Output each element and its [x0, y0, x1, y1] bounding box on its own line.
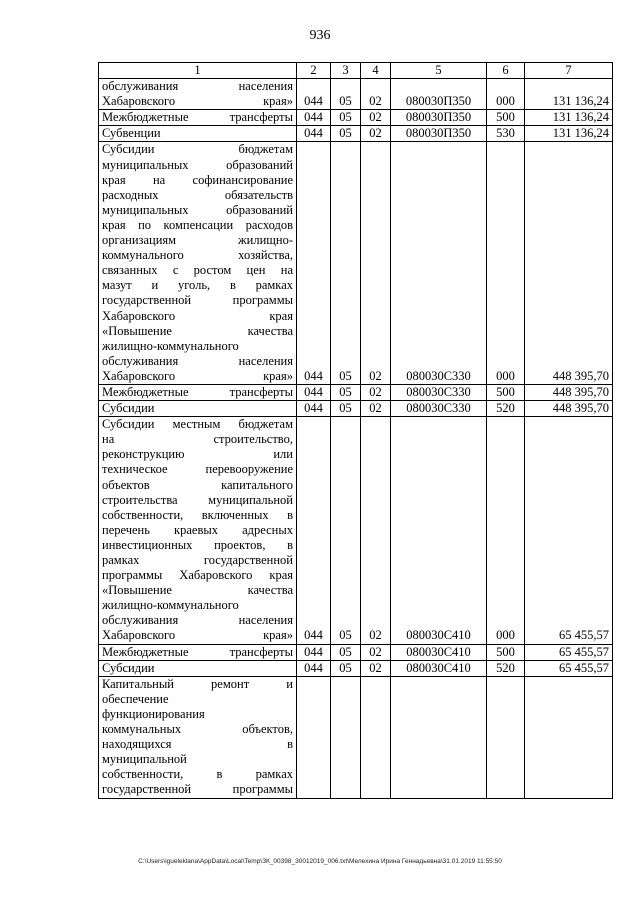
name-line: Межбюджетные трансферты	[102, 644, 293, 659]
table-row	[99, 644, 613, 660]
name-line: реконструкцию или	[102, 447, 293, 462]
name-line: Межбюджетные трансферты	[102, 384, 293, 399]
name-line: связанных с ростом цен на	[102, 263, 293, 278]
name-line: края на софинансирование	[102, 172, 293, 187]
name-line: коммунального хозяйства,	[102, 248, 293, 263]
cell-col-3: 05	[331, 660, 361, 676]
cell-col-2: 044	[297, 110, 331, 126]
cell-col-6: 520	[487, 401, 525, 417]
name-line: «Повышение качества	[102, 583, 293, 598]
cell-col-2: 044	[297, 660, 331, 676]
cell-col-7: 65 455,57	[525, 660, 613, 676]
name-line: строительства муниципальной	[102, 492, 293, 507]
row-name-cell	[99, 401, 297, 417]
cell-col-2: 044	[297, 417, 331, 644]
name-line: Хабаровского края»	[102, 368, 293, 383]
name-line: государственной программы	[102, 293, 293, 308]
name-line: Субсидии	[102, 401, 155, 416]
name-line: Хабаровского края»	[102, 94, 293, 109]
row-name-cell	[99, 660, 297, 676]
cell-col-4: 02	[361, 384, 391, 400]
header-col-4: 4	[361, 63, 391, 79]
cell-col-4: 02	[361, 126, 391, 142]
cell-col-2: 044	[297, 384, 331, 400]
cell-col-6: 000	[487, 79, 525, 110]
header-col-6: 6	[487, 63, 525, 79]
table-row	[99, 110, 613, 126]
name-line: «Повышение качества	[102, 323, 293, 338]
cell-col-5: 080030С330	[391, 384, 487, 400]
name-line: Межбюджетные трансферты	[102, 110, 293, 125]
cell-col-7: 65 455,57	[525, 644, 613, 660]
table-row	[99, 676, 613, 798]
table-row	[99, 384, 613, 400]
cell-col-5: 080030С410	[391, 660, 487, 676]
name-line: края по компенсации расходов	[102, 217, 293, 232]
name-line: муниципальных образований	[102, 202, 293, 217]
name-line: обслуживания населения	[102, 353, 293, 368]
name-line: расходных обязательств	[102, 187, 293, 202]
name-line: Хабаровского края	[102, 308, 293, 323]
table-body	[99, 79, 613, 798]
table-row	[99, 401, 613, 417]
cell-col-3: 05	[331, 126, 361, 142]
cell-col-5	[391, 676, 487, 798]
row-name-cell	[99, 110, 297, 126]
cell-col-3: 05	[331, 644, 361, 660]
cell-col-6	[487, 676, 525, 798]
name-line: организациям жилищно-	[102, 233, 293, 248]
table-row	[99, 79, 613, 110]
name-line: рамках государственной	[102, 553, 293, 567]
cell-col-4: 02	[361, 660, 391, 676]
table-row	[99, 142, 613, 385]
name-line: находящихся в	[102, 737, 293, 752]
cell-col-5: 080030П350	[391, 79, 487, 110]
cell-col-4	[361, 676, 391, 798]
row-name-cell	[99, 644, 297, 660]
name-line: Субсидии местным бюджетам	[102, 417, 293, 432]
cell-col-2: 044	[297, 142, 331, 385]
cell-col-6: 000	[487, 142, 525, 385]
cell-col-3: 05	[331, 110, 361, 126]
cell-col-7: 448 395,70	[525, 384, 613, 400]
cell-col-6: 500	[487, 644, 525, 660]
budget-table	[98, 62, 613, 799]
cell-col-6: 000	[487, 417, 525, 644]
cell-col-4: 02	[361, 644, 391, 660]
header-col-3: 3	[331, 63, 361, 79]
name-line: собственности, в рамках	[102, 767, 293, 782]
name-line: обслуживания населения	[102, 79, 293, 94]
cell-col-2: 044	[297, 126, 331, 142]
cell-col-7: 65 455,57	[525, 417, 613, 644]
cell-col-3: 05	[331, 142, 361, 385]
cell-col-4: 02	[361, 79, 391, 110]
row-name-cell	[99, 417, 297, 644]
row-name-cell	[99, 79, 297, 110]
cell-col-7: 448 395,70	[525, 142, 613, 385]
file-path-footer: C:\Users\igueleklana\AppData\Local\Temp\ЗК_00398_30012019_006.txt\Мелехина Ирина Геннадьевна\31.01.2019 11:55:50	[138, 858, 502, 865]
cell-col-3: 05	[331, 79, 361, 110]
cell-col-7: 131 136,24	[525, 126, 613, 142]
cell-col-3: 05	[331, 401, 361, 417]
cell-col-5: 080030П350	[391, 110, 487, 126]
name-line: Субвенции	[102, 126, 161, 141]
name-line: Субсидии бюджетам	[102, 142, 293, 157]
name-line: на строительство,	[102, 432, 293, 447]
cell-col-5: 080030П350	[391, 126, 487, 142]
header-col-5: 5	[391, 63, 487, 79]
cell-col-2: 044	[297, 644, 331, 660]
name-line: техническое перевооружение	[102, 462, 293, 477]
cell-col-4: 02	[361, 401, 391, 417]
cell-col-4: 02	[361, 417, 391, 644]
cell-col-7: 131 136,24	[525, 110, 613, 126]
table-row	[99, 126, 613, 142]
header-col-1: 1	[99, 63, 297, 79]
cell-col-2: 044	[297, 401, 331, 417]
name-line: муниципальных образований	[102, 157, 293, 172]
cell-col-2: 044	[297, 79, 331, 110]
table-row	[99, 660, 613, 676]
name-line: объектов капитального	[102, 477, 293, 492]
name-line: жилищно-коммунального	[102, 598, 239, 613]
row-name-cell	[99, 142, 297, 385]
name-line: мазут и уголь, в рамках	[102, 278, 293, 293]
cell-col-7: 131 136,24	[525, 79, 613, 110]
name-line: коммунальных объектов,	[102, 722, 293, 737]
name-line: обеспечение	[102, 691, 169, 706]
cell-col-5: 080030С410	[391, 417, 487, 644]
cell-col-6: 530	[487, 126, 525, 142]
cell-col-6: 500	[487, 110, 525, 126]
name-line: обслуживания населения	[102, 613, 293, 628]
name-line: Субсидии	[102, 660, 155, 675]
cell-col-3: 05	[331, 384, 361, 400]
name-line: государственной программы	[102, 782, 293, 797]
name-line: перечень краевых адресных	[102, 522, 293, 537]
name-line: собственности, включенных в	[102, 507, 293, 522]
name-line: программы Хабаровского края	[102, 568, 293, 583]
row-name-cell	[99, 676, 297, 798]
cell-col-7	[525, 676, 613, 798]
cell-col-5: 080030С330	[391, 142, 487, 385]
name-line: Капитальный ремонт и	[102, 676, 293, 691]
cell-col-3: 05	[331, 417, 361, 644]
cell-col-6: 520	[487, 660, 525, 676]
name-line: жилищно-коммунального	[102, 338, 239, 353]
cell-col-4: 02	[361, 110, 391, 126]
name-line: Хабаровского края»	[102, 628, 293, 643]
table-row	[99, 417, 613, 644]
cell-col-3	[331, 676, 361, 798]
header-col-2: 2	[297, 63, 331, 79]
cell-col-5: 080030С330	[391, 401, 487, 417]
table-header-row	[99, 63, 613, 79]
name-line: муниципальной	[102, 752, 187, 767]
page-number: 936	[309, 28, 331, 43]
cell-col-6: 500	[487, 384, 525, 400]
cell-col-2	[297, 676, 331, 798]
name-line: функционирования	[102, 706, 205, 721]
cell-col-5: 080030С410	[391, 644, 487, 660]
cell-col-4: 02	[361, 142, 391, 385]
name-line: инвестиционных проектов, в	[102, 537, 293, 552]
cell-col-7: 448 395,70	[525, 401, 613, 417]
row-name-cell	[99, 126, 297, 142]
header-col-7: 7	[525, 63, 613, 79]
row-name-cell	[99, 384, 297, 400]
